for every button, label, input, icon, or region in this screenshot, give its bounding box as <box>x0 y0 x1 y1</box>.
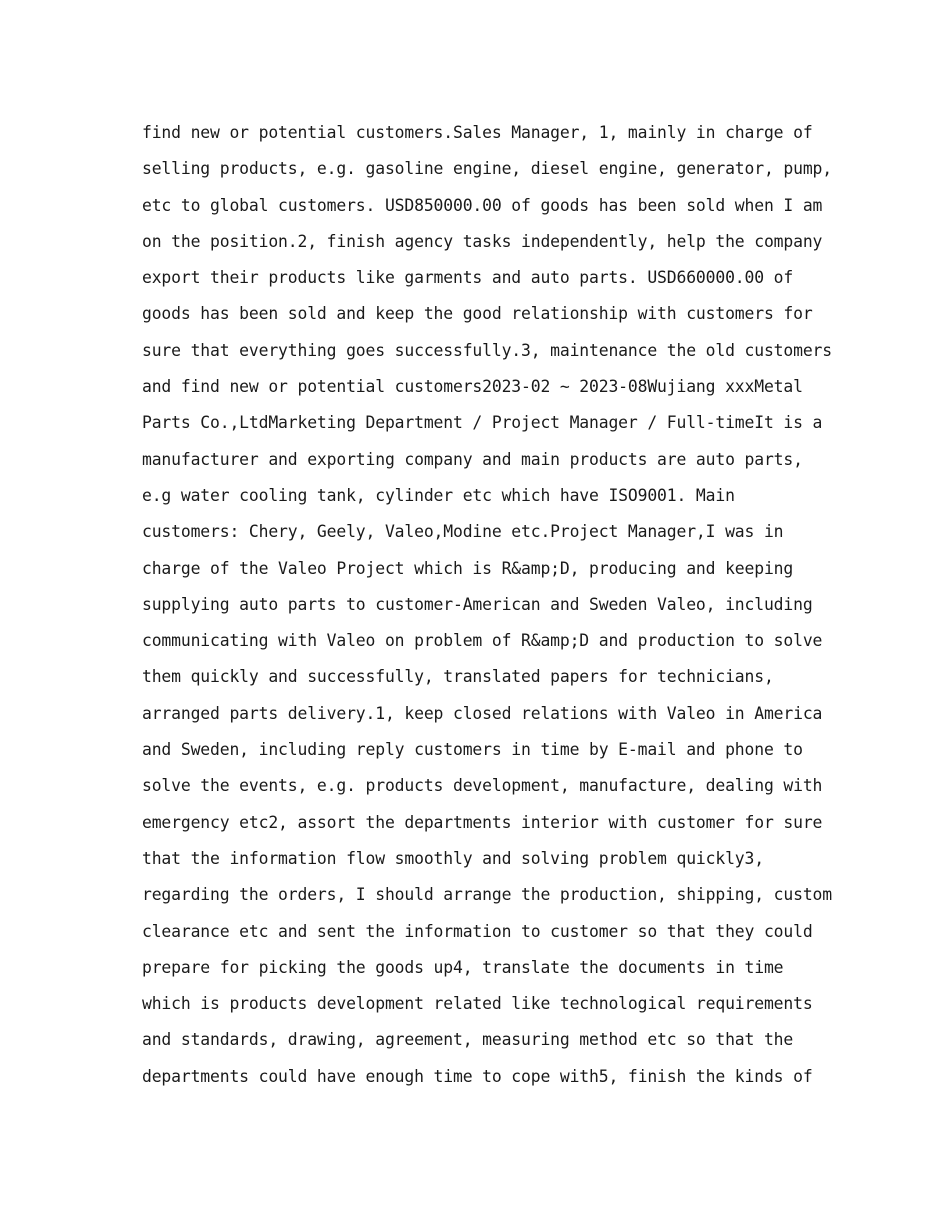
text-line: that the information flow smoothly and solving problem quickly3, <box>142 848 764 868</box>
text-line: find new or potential customers.Sales Manager, 1, mainly in charge of <box>142 123 813 142</box>
text-line: them quickly and successfully, translated papers for technicians, <box>142 667 774 687</box>
text-line: communicating with Valeo on problem of R&amp;D and production to solve <box>142 631 823 651</box>
text-line: export their products like garments and auto parts. USD660000.00 of <box>142 268 794 288</box>
text-line: supplying auto parts to customer-American and Sweden Valeo, including <box>142 594 813 614</box>
text-line: goods has been sold and keep the good relationship with customers for <box>142 304 813 324</box>
text-line: solve the events, e.g. products development, manufacture, dealing with <box>142 776 823 796</box>
text-line: prepare for picking the goods up4, translate the documents in time <box>142 957 784 977</box>
text-line: regarding the orders, I should arrange the production, shipping, custom <box>142 885 832 905</box>
text-line: departments could have enough time to cope with5, finish the kinds of <box>142 1066 813 1086</box>
text-line: etc to global customers. USD850000.00 of goods has been sold when I am <box>142 195 823 215</box>
text-line: which is products development related like technological requirements <box>142 994 813 1014</box>
text-line: emergency etc2, assort the departments interior with customer for sure <box>142 812 823 832</box>
text-line: on the position.2, finish agency tasks independently, help the company <box>142 231 823 251</box>
text-line: e.g water cooling tank, cylinder etc which have ISO9001. Main <box>142 485 735 505</box>
text-line: manufacturer and exporting company and main products are auto parts, <box>142 449 803 469</box>
text-line: and Sweden, including reply customers in time by E-mail and phone to <box>142 740 803 760</box>
body-text <box>142 115 832 1095</box>
text-line: and find new or potential customers2023-02 ~ 2023-08Wujiang xxxMetal <box>142 377 803 397</box>
text-line: charge of the Valeo Project which is R&amp;D, producing and keeping <box>142 558 794 578</box>
text-line: customers: Chery, Geely, Valeo,Modine etc.Project Manager,I was in <box>142 522 784 542</box>
text-line: selling products, e.g. gasoline engine, diesel engine, generator, pump, <box>142 159 832 179</box>
text-line: Parts Co.,LtdMarketing Department / Project Manager / Full-timeIt is a <box>142 413 823 433</box>
text-line: arranged parts delivery.1, keep closed relations with Valeo in America <box>142 703 823 723</box>
text-line: and standards, drawing, agreement, measuring method etc so that the <box>142 1030 794 1050</box>
text-line: clearance etc and sent the information to customer so that they could <box>142 921 813 941</box>
text-line: sure that everything goes successfully.3, maintenance the old customers <box>142 340 832 360</box>
